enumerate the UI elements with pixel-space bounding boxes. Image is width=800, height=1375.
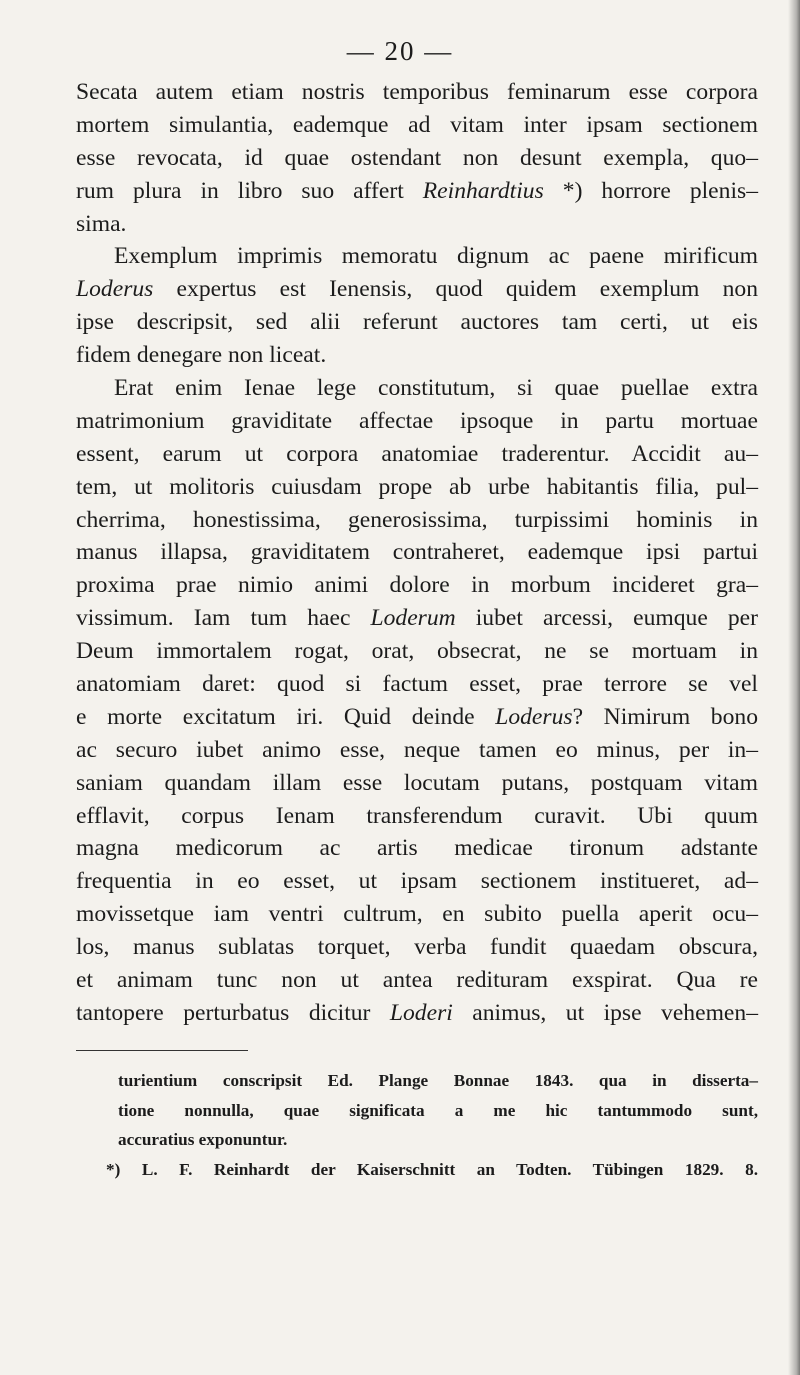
text-line: fidem denegare non liceat. bbox=[76, 342, 327, 369]
italic-name: Loderi bbox=[389, 999, 453, 1026]
italic-name: Reinhardtius bbox=[422, 177, 544, 204]
italic-name: Loderum bbox=[370, 605, 456, 632]
text-line: essent, earum ut corpora anatomiae traderentur. Accidit au– bbox=[76, 440, 758, 467]
text-line: vissimum. Iam tum haec Loderum iubet arcessi, eumque per bbox=[76, 605, 758, 632]
text-line: mortem simulantia, eademque ad vitam inter ipsam sectionem bbox=[76, 111, 758, 138]
footnote-line: *) L. F. Reinhardt der Kaiserschnitt an Todten. Tübingen 1829. 8. bbox=[106, 1159, 758, 1179]
page-number: — 20 — bbox=[346, 36, 454, 66]
text-line: Secata autem etiam nostris temporibus feminarum esse corpora bbox=[76, 79, 758, 105]
text-line: anatomiam daret: quod si factum esset, prae terrore se vel bbox=[76, 671, 758, 698]
text-line: manus illapsa, graviditatem contraheret, eademque ipsi partui bbox=[76, 539, 758, 566]
text-line: ac securo iubet animo esse, neque tamen eo minus, per in– bbox=[76, 736, 758, 763]
text-line: tem, ut molitoris cuiusdam prope ab urbe habitantis filia, pul– bbox=[76, 473, 758, 500]
text-line: magna medicorum ac artis medicae tironum adstante bbox=[76, 835, 758, 862]
footnote-line: accuratius exponuntur. bbox=[118, 1130, 288, 1149]
text-line: proxima prae nimio animi dolore in morbum incideret gra– bbox=[76, 572, 758, 599]
main-text bbox=[76, 76, 758, 1030]
text-line: Exemplum imprimis memoratu dignum ac paene mirificum bbox=[114, 243, 758, 270]
text-line: efflavit, corpus Ienam transferendum curavit. Ubi quum bbox=[76, 802, 758, 829]
text-line: los, manus sublatas torquet, verba fundit quaedam obscura, bbox=[76, 934, 758, 961]
text-line: Deum immortalem rogat, orat, obsecrat, ne se mortuam in bbox=[76, 638, 758, 665]
text-line: Loderus expertus est Ienensis, quod quidem exemplum non bbox=[76, 276, 758, 303]
text-line: e morte excitatum iri. Quid deinde Loderus? Nimirum bono bbox=[76, 703, 758, 730]
text-line: movissetque iam ventri cultrum, en subito puella aperit ocu– bbox=[76, 901, 758, 928]
text-line: sima. bbox=[76, 210, 127, 237]
text-line: esse revocata, id quae ostendant non desunt exempla, quo– bbox=[76, 144, 758, 171]
text-line: et animam tunc non ut antea redituram exspirat. Qua re bbox=[76, 967, 758, 994]
footnote-line: turientium conscripsit Ed. Plange Bonnae 1843. qua in disserta– bbox=[118, 1071, 758, 1090]
page-edge-shadow bbox=[788, 0, 800, 1375]
text-line: frequentia in eo esset, ut ipsam sectionem institueret, ad– bbox=[76, 868, 758, 895]
footnote-line: tione nonnulla, quae significata a me hic tantummodo sunt, bbox=[118, 1100, 758, 1120]
text-line: saniam quandam illam esse locutam putans, postquam vitam bbox=[76, 769, 758, 796]
footnote-separator bbox=[76, 1050, 248, 1051]
text-line: Erat enim Ienae lege constitutum, si quae puellae extra bbox=[114, 375, 758, 402]
footnotes bbox=[106, 1066, 758, 1184]
text-line: rum plura in libro suo affert Reinhardtius *) horrore plenis– bbox=[76, 177, 758, 204]
text-line: ipse descripsit, sed alii referunt auctores tam certi, ut eis bbox=[76, 309, 758, 336]
text-line: tantopere perturbatus dicitur Loderi animus, ut ipse vehemen– bbox=[76, 999, 758, 1026]
text-line: matrimonium graviditate affectae ipsoque in partu mortuae bbox=[76, 407, 758, 434]
italic-name: Loderus bbox=[495, 703, 573, 730]
italic-name: Loderus bbox=[76, 276, 154, 303]
text-line: cherrima, honestissima, generosissima, turpissimi hominis in bbox=[76, 506, 758, 533]
